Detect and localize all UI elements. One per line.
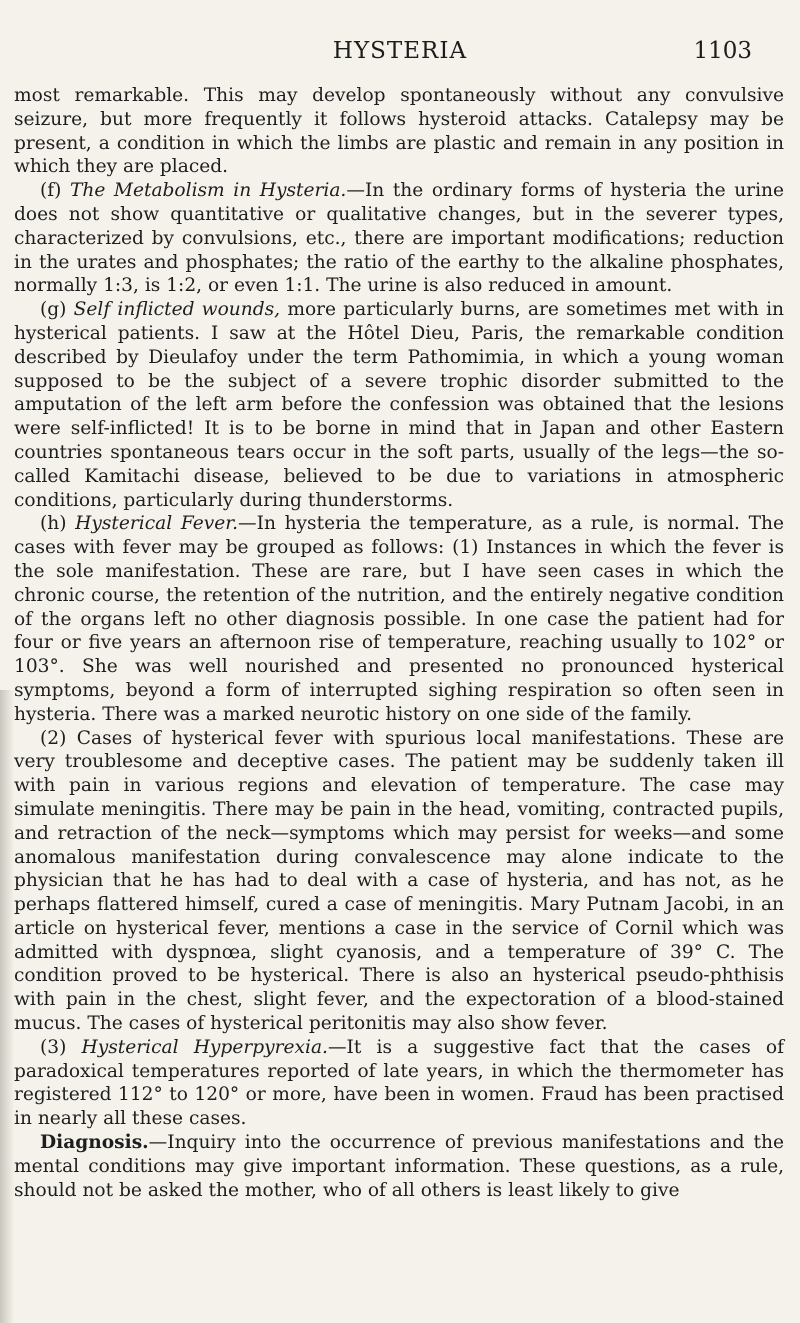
paragraph-text: —It is a suggestive fact that the cases of paradoxical temperatures reported of late years, in which the thermometer has registered 112° to 120° or more, have been in women. Fraud has been practised in nearly all these cases.: [14, 1036, 784, 1130]
section-heading: Self inflicted wounds,: [73, 299, 281, 321]
paragraph-hysterical-fever: [14, 512, 784, 726]
section-label: (f): [40, 180, 62, 202]
section-heading: Hysterical Hyperpyrexia.: [81, 1036, 328, 1058]
paragraph-hyperpyrexia: [14, 1036, 784, 1131]
body-text: [14, 84, 784, 1202]
paragraph-diagnosis: [14, 1131, 784, 1202]
paragraph-text: —Inquiry into the occurrence of previous manifestations and the mental conditions may give important information. These questions, as a rule, should not be asked the mother, who of all others is least likely to give: [14, 1132, 784, 1201]
running-head: [0, 38, 800, 68]
page-number: 1103: [693, 38, 752, 64]
paragraph-self-inflicted-wounds: [14, 298, 784, 512]
paragraph-text: more particularly burns, are sometimes met with in hysterical patients. I saw at the Hôtel Dieu, Paris, the remarkable condition described by Dieulafoy under the term Pathomimia, in which a young woman supposed to be the subject of a severe trophic disorder submitted to the amputation of the left arm before the confession was obtained that the lesions were self-inflicted! It is to be borne in mind that in Japan and other Eastern countries spontaneous tears occur in the soft parts, usually of the legs—the so-called Kamitachi disease, believed to be due to variations in atmospheric conditions, particularly during thunderstorms.: [14, 299, 784, 511]
section-label: (h): [40, 513, 67, 535]
section-heading: Hysterical Fever.: [75, 513, 238, 535]
section-label: (3): [40, 1036, 67, 1058]
section-heading: Diagnosis.: [40, 1132, 149, 1154]
paragraph-spurious-manifestations: (2) Cases of hysterical fever with spurious local manifestations. These are very troublesome and deceptive cases. The patient may be suddenly taken ill with pain in various regions and elevation of temperature. The case may simulate meningitis. There may be pain in the head, vomiting, contracted pupils, and retraction of the neck—symptoms which may persist for weeks—and some anomalous manifestation during convalescence may alone indicate to the physician that he has had to deal with a case of hysteria, and has not, as he perhaps flattered himself, cured a case of meningitis. Mary Putnam Jacobi, in an article on hysterical fever, mentions a case in the service of Cornil which was admitted with dyspnœa, slight cyanosis, and a temperature of 39° C. The condition proved to be hysterical. There is also an hysterical pseudo-phthisis with pain in the chest, slight fever, and the expectoration of a blood-stained mucus. The cases of hysterical peritonitis may also show fever.: [14, 727, 784, 1035]
paragraph-metabolism: [14, 179, 784, 298]
paragraph-text: —In hysteria the temperature, as a rule, is normal. The cases with fever may be grouped as follows: (1) Instances in which the fever is the sole manifestation. These are rare, but I have seen cases in which the chronic course, the retention of the nutrition, and the entirely negative condition of the organs left no other diagnosis possible. In one case the patient had for four or five years an afternoon rise of temperature, reaching usually to 102° or 103°. She was well nourished and presented no pronounced hysterical symptoms, beyond a form of interrupted sighing respiration so often seen in hysteria. There was a marked neurotic history on one side of the family.: [14, 513, 784, 725]
section-heading: The Metabolism in Hysteria.: [69, 180, 347, 202]
running-title: HYSTERIA: [332, 38, 468, 64]
binding-shadow: [0, 690, 14, 1323]
paragraph-text: —In the ordinary forms of hysteria the urine does not show quantitative or qualitative changes, but in the severer types, characterized by convulsions, etc., there are important modifications; reduction in the urates and phosphates; the ratio of the earthy to the alkaline phosphates, normally 1:3, is 1:2, or even 1:1. The urine is also reduced in amount.: [14, 180, 784, 297]
section-label: (g): [40, 299, 67, 321]
paragraph-catalepsy: most remarkable. This may develop spontaneously without any convulsive seizure, but more frequently it follows hysteroid attacks. Catalepsy may be present, a condition in which the limbs are plastic and remain in any position in which they are placed.: [14, 85, 784, 178]
